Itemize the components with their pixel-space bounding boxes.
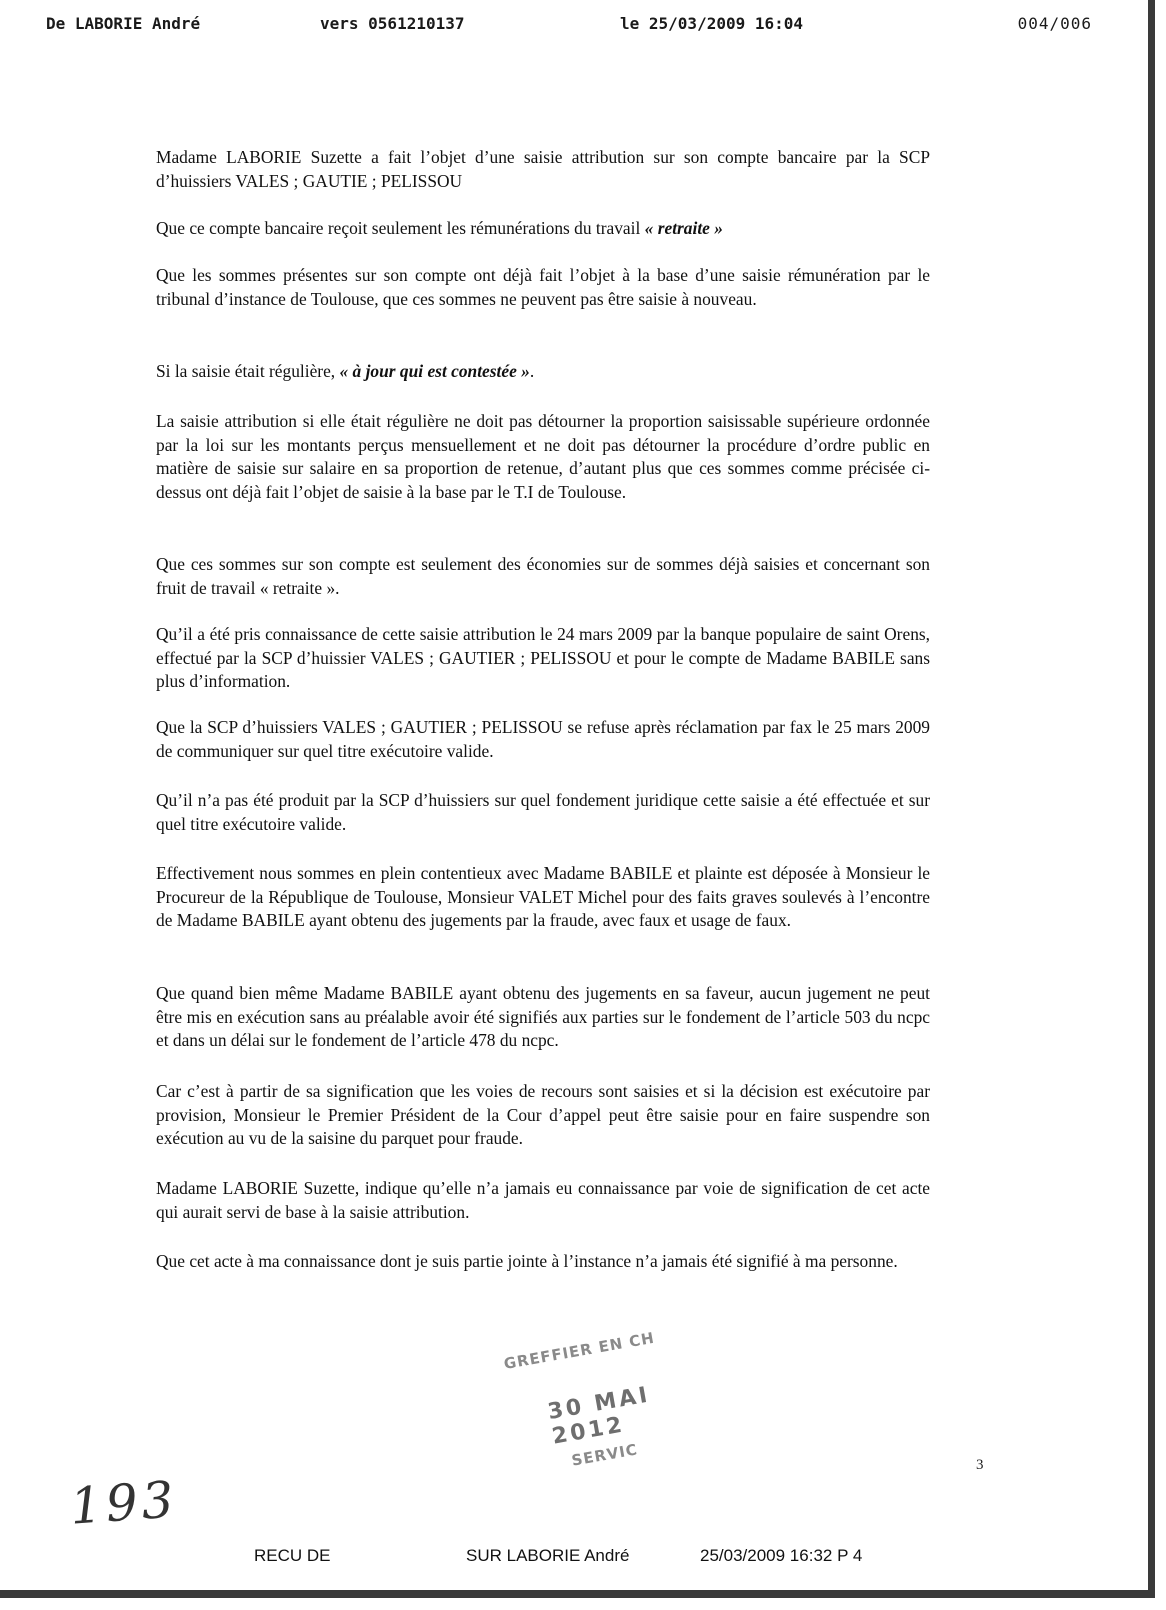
paragraph-text: Que cet acte à ma connaissance dont je suis partie jointe à l’instance n’a jamais été signifié à ma personne.	[156, 1251, 898, 1271]
paragraph	[156, 217, 930, 241]
fax-sender: De LABORIE André	[46, 14, 201, 33]
emphasized-text: « retraite »	[644, 218, 723, 238]
handwritten-number: 193	[68, 1470, 180, 1536]
paragraph-text: Madame LABORIE Suzette a fait l’objet d’une saisie attribution sur son compte bancaire par la SCP d’huissiers VALES ; GAUTIE ; PELISSOU	[156, 147, 930, 191]
paragraph	[156, 862, 930, 933]
paragraph	[156, 623, 930, 694]
paragraph-text: Madame LABORIE Suzette, indique qu’elle n’a jamais eu connaissance par voie de signification de cet acte qui aurait servi de base à la saisie attribution.	[156, 1178, 930, 1222]
stamp-line: GREFFIER EN CH	[502, 1328, 657, 1374]
paragraph-text: Que les sommes présentes sur son compte ont déjà fait l’objet à la base d’une saisie rémunération par le tribunal d’instance de Toulouse, que ces sommes ne peuvent pas être saisie à nouveau.	[156, 265, 930, 309]
paragraph	[156, 360, 930, 384]
paragraph-text: Que quand bien même Madame BABILE ayant obtenu des jugements en sa faveur, aucun jugement ne peut être mis en exécution sans au préalable avoir été signifiés aux parties sur le fondement de l’article 503 du ncpc et dans un délai sur le fondement de l’article 478 du ncpc.	[156, 983, 930, 1050]
fax-header	[0, 14, 1148, 38]
paragraph-text: Effectivement nous sommes en plein contentieux avec Madame BABILE et plainte est déposée à Monsieur le Procureur de la République de Toulouse, Monsieur VALET Michel pour des faits graves soulevés à l’encontre de Madame BABILE ayant obtenu des jugements par la fraude, avec faux et usage de faux.	[156, 863, 930, 930]
paragraph-text: .	[529, 361, 535, 381]
stamp-date: 30 MAI 2012	[545, 1382, 653, 1450]
fax-received-stamp: 25/03/2009 16:32 P 4	[700, 1546, 863, 1565]
page-number: 3	[976, 1457, 984, 1473]
fax-recipient: vers 0561210137	[320, 14, 465, 33]
paragraph-text: Car c’est à partir de sa signification que les voies de recours sont saisies et si la décision est exécutoire par provision, Monsieur le Premier Président de la Cour d’appel peut être saisie pour en faire suspendre son exécution au vu de la saisine du parquet pour fraude.	[156, 1081, 930, 1148]
paragraph-text: Qu’il a été pris connaissance de cette saisie attribution le 24 mars 2009 par la banque populaire de saint Orens, effectué par la SCP d’huissier VALES ; GAUTIER ; PELISSOU et pour le compte de Madame BABILE sans plus d’information.	[156, 624, 930, 691]
paragraph-text: Qu’il n’a pas été produit par la SCP d’huissiers sur quel fondement juridique cette saisie a été effectuée et sur quel titre exécutoire valide.	[156, 790, 930, 834]
paragraph	[156, 264, 930, 311]
paragraph	[156, 1177, 930, 1224]
paragraph-text: Que ce compte bancaire reçoit seulement les rémunérations du travail	[156, 218, 645, 238]
paragraph	[156, 553, 930, 600]
fax-footer	[0, 1546, 1148, 1570]
paragraph	[156, 789, 930, 836]
paragraph	[156, 146, 930, 193]
paragraph-text: La saisie attribution si elle était régulière ne doit pas détourner la proportion saisissable supérieure ordonnée par la loi sur les montants perçus mensuellement et ne doit pas détourner la procédure d’ordre public en matière de saisie sur salaire en sa proportion de retenue, d’autant plus que ces sommes comme précisée ci-dessus ont déjà fait l’objet de saisie à la base par le T.I de Toulouse.	[156, 411, 930, 502]
fax-datetime: le 25/03/2009 16:04	[620, 14, 804, 33]
paragraph-text: Si la saisie était régulière,	[156, 361, 340, 381]
paragraph	[156, 716, 930, 763]
court-clerk-stamp	[484, 1273, 726, 1506]
paragraph	[156, 982, 930, 1053]
fax-received-label: RECU DE	[254, 1546, 331, 1565]
paragraph-text: Que ces sommes sur son compte est seulement des économies sur de sommes déjà saisies et concernant son fruit de travail « retraite ».	[156, 554, 930, 598]
emphasized-text: « à jour qui est contestée »	[339, 361, 530, 381]
fax-received-from: SUR LABORIE André	[466, 1546, 630, 1565]
paragraph	[156, 1250, 930, 1274]
stamp-line: SERVIC	[570, 1440, 640, 1470]
paragraph-text: Que la SCP d’huissiers VALES ; GAUTIER ; PELISSOU se refuse après réclamation par fax le 25 mars 2009 de communiquer sur quel titre exécutoire valide.	[156, 717, 930, 761]
paragraph	[156, 410, 930, 504]
paragraph	[156, 1080, 930, 1151]
fax-page-counter: 004/006	[1017, 14, 1092, 33]
